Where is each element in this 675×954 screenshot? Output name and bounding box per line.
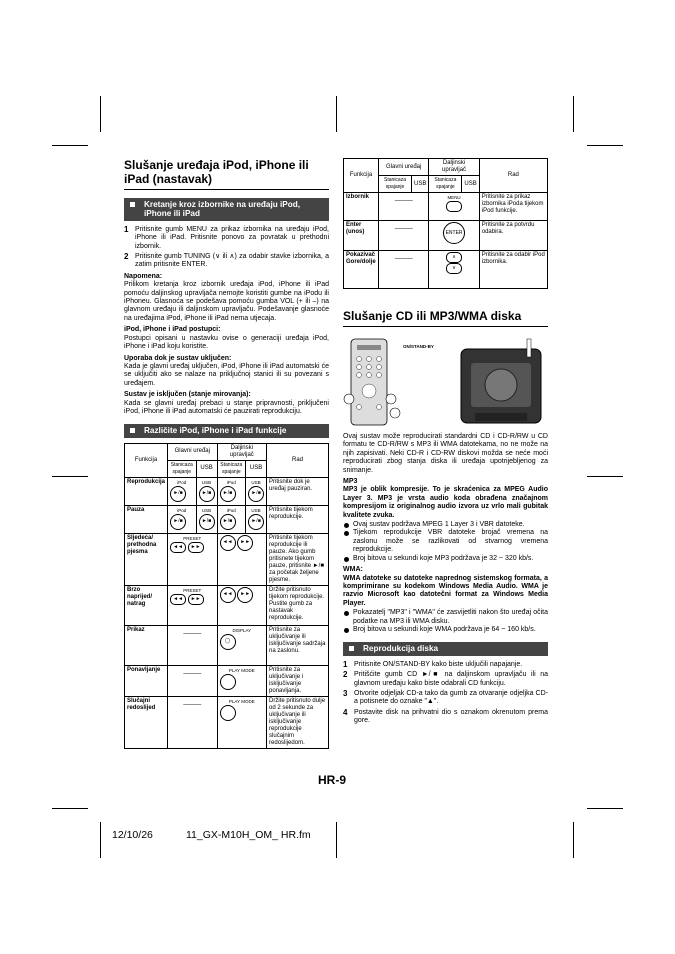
th-main: Glavni uređaj <box>168 443 218 460</box>
crop-mark <box>587 808 623 809</box>
th-usb: USB <box>412 176 429 193</box>
cd-intro: Ovaj sustav može reproducirati standardni CD i CD-R/RW u CD formatu te CD-R/RW s MP3 ili WMA datotekama, no ne može na njih zapisivati. Neki CD-R i CD-RW diskovi možda se neće moći reproducirati zbog stanja diska ili uređaja upotrijebljenog za snimanje. <box>343 433 548 474</box>
function-name: Enter (unos) <box>344 221 379 251</box>
list-item: Broj bitova u sekundi koje WMA podržava je 64 ~ 160 kb/s. <box>343 626 548 634</box>
step-number: 2 <box>124 252 129 262</box>
function-name: Slučajni redoslijed <box>125 696 168 748</box>
step-1 <box>343 661 548 669</box>
section-label: Reprodukcija diska <box>363 644 439 654</box>
menu-button-icon <box>446 201 462 212</box>
step-text: Otvorite odjeljak CD-a tako da gumb za otvaranje odjeljka CD-a potisnete do oznake "▲". <box>354 689 548 706</box>
th-dock: Stanicaza spajanje <box>429 176 462 193</box>
dash: ——— <box>394 256 413 262</box>
left-title: Slušanje uređaja iPod, iPhone ili iPad (nastavak) <box>124 158 329 190</box>
note-heading: Napomena: <box>124 272 163 280</box>
ipod-label: iPod <box>226 507 236 513</box>
function-desc: Držite pritisnuto tijekom reprodukcije. Pustite gumb za nastavak reprodukcije. <box>267 585 329 625</box>
play-pause-icon: ►/■ <box>220 486 236 502</box>
list-item: Ovaj sustav podržava MPEG 1 Layer 3 i VBR datoteke. <box>343 521 548 529</box>
skip-forward-icon: ►► <box>237 535 253 551</box>
preset-label: PRESET <box>183 587 202 593</box>
play-pause-icon: ►/■ <box>248 486 264 502</box>
table-row <box>125 533 329 585</box>
functions-table-continued <box>343 158 548 289</box>
crop-mark <box>52 808 88 809</box>
th-remote: Daljinski upravljač <box>217 443 267 460</box>
play-pause-icon: ►/■ <box>220 514 236 530</box>
crop-mark <box>336 822 337 858</box>
usb-label: USB <box>251 479 261 485</box>
function-desc: Pritisnite za potvrdu odabira. <box>479 221 547 251</box>
wma-list <box>343 609 548 634</box>
step-number: 3 <box>343 688 348 698</box>
section-disc-playback-heading <box>343 642 548 655</box>
preset-label: PRESET <box>183 535 202 541</box>
play-mode-label: PLAY MODE <box>228 698 255 704</box>
mp3-list <box>343 521 548 563</box>
th-function: Funkcija <box>125 443 168 477</box>
step-text: Pritišćite gumb CD ►/■ na daljinskom upravljaču ili na glavnom uređaju kako biste odabrali CD funkciju. <box>354 671 548 687</box>
system-on-heading: Uporaba dok je sustav uključen: <box>124 354 232 362</box>
crop-mark <box>52 145 88 146</box>
usb-label: USB <box>251 507 261 513</box>
play-pause-icon: ►/■ <box>248 514 264 530</box>
function-desc: Pritisnite tijekom reprodukcije ili pauze. Ako gumb pritisnete tijekom pauze, pritisnite ►/■ za početak željene pjesme. <box>267 533 329 585</box>
step-1 <box>124 226 329 251</box>
step-2 <box>124 253 329 270</box>
crop-mark <box>587 476 623 477</box>
page-number: HR-9 <box>318 773 347 787</box>
function-name: Prikaz <box>125 625 168 665</box>
table-row <box>344 193 548 221</box>
rewind-icon: ◄◄ <box>170 594 186 605</box>
fast-forward-icon: ►► <box>237 587 253 603</box>
display-label: DISPLAY <box>232 627 252 633</box>
procedures-heading: iPod, iPhone i iPad postupci: <box>124 326 221 334</box>
step-number: 2 <box>343 670 348 680</box>
wma-heading: WMA: <box>343 566 363 574</box>
function-name: Pauza <box>125 505 168 533</box>
cursor-down-icon: ∨ <box>446 263 462 274</box>
footer-filename: 11_GX-M10H_OM_ HR.fm <box>186 829 311 841</box>
table-row <box>125 665 329 696</box>
table-row <box>125 696 329 748</box>
step-text: Pritisnite ON/STAND-BY kako biste uključili napajanje. <box>354 660 523 668</box>
th-remote: Daljinski upravljač <box>429 159 479 176</box>
function-desc: Pritisnite tijekom reprodukcije. <box>267 505 329 533</box>
device-illustration <box>343 335 548 427</box>
ipod-label: iPod <box>226 479 236 485</box>
dash: ——— <box>183 630 202 637</box>
function-desc: Pritisnite za uključivanje i isključivanje ponavljanja. <box>267 665 329 696</box>
th-main: Glavni uređaj <box>379 159 429 176</box>
skip-back-icon: ◄◄ <box>170 542 186 553</box>
enter-button-icon: ENTER <box>443 222 465 244</box>
fast-forward-icon: ►► <box>188 594 204 605</box>
function-desc: Pritisnite za uključivanje ili isključivanje sadržaja na zaslonu. <box>267 625 329 665</box>
wma-description: WMA datoteke su datoteke naprednog sistemskog formata, a komprimirane su kodekom Windows Media Audio. WMA je razvio Microsoft kao datotečni format za Windows Media Player. <box>343 574 548 607</box>
crop-mark <box>52 476 88 477</box>
step-number: 1 <box>124 224 129 234</box>
play-mode-label: PLAY MODE <box>228 667 255 673</box>
section-label: Različite iPod, iPhone i iPad funkcije <box>144 426 287 436</box>
th-dock: Stanicaza spajanje <box>379 176 412 193</box>
crop-mark <box>573 822 574 858</box>
th-dock: Stanicaza spajanje <box>217 460 246 477</box>
step-text: Postavite disk na prihvatni dio s oznakom okrenutom prema gore. <box>354 708 548 725</box>
cursor-up-icon: ∧ <box>446 252 462 263</box>
crop-mark <box>336 96 337 132</box>
ipod-label: iPod <box>177 507 187 513</box>
procedures-text: Postupci opisani u nastavku ovise o generaciji uređaja iPod, iPhone i iPad koju koristite. <box>124 334 329 351</box>
step-text: Pritisnite gumb TUNING (∨ ili ∧) za odabir stavke izbornika, a zatim pritisnite ENTER. <box>135 253 329 269</box>
list-item: Broj bitova u sekundi koje MP3 podržava je 32 ~ 320 kb/s. <box>343 555 548 563</box>
footer-date: 12/10/26 <box>112 829 153 841</box>
standby-heading: Sustav je isključen (stanje mirovanja): <box>124 391 251 399</box>
th-function: Funkcija <box>344 159 379 193</box>
dash: ——— <box>394 226 413 232</box>
usb-label: USB <box>201 507 212 513</box>
function-desc: Pritisnite za prikaz izbornika iPoda tijekom iPod funkcije. <box>479 193 547 221</box>
system-on-text: Kada je glavni uređaj uključen, iPod, iPhone ili iPad automatski će se uključiti ako se nalaze na priključnoj stanici ili su povezani s uređajem. <box>124 362 329 387</box>
dash: ——— <box>183 670 202 677</box>
play-mode-icon <box>220 674 236 690</box>
th-usb: USB <box>462 176 479 193</box>
table-row <box>344 221 548 251</box>
function-desc: Držite pritisnuto dulje od 2 sekunde za uključivanje ili isključivanje reprodukcije slučajnim redoslijedom. <box>267 696 329 748</box>
on-standby-label: ON/STAND-BY <box>403 344 434 349</box>
th-usb: USB <box>246 460 267 477</box>
function-desc: Pritisnite za odabir iPod izbornika. <box>479 251 547 289</box>
dash: ——— <box>183 701 202 708</box>
play-pause-icon: ►/■ <box>199 514 215 530</box>
table-row <box>125 477 329 505</box>
right-column <box>343 158 548 728</box>
function-name: Pokazivač Gore/dolje <box>344 251 379 289</box>
mp3-description: MP3 je oblik kompresije. To je skraćenica za MPEG Audio Layer 3. MP3 je vrsta audio koda obrađena značajnom kompresijom iz originalnog audio izvora uz vrlo mali gubitak kvalitete zvuka. <box>343 486 548 519</box>
function-name: Izbornik <box>344 193 379 221</box>
play-mode-icon <box>220 705 236 721</box>
function-name: Ponavljanje <box>125 665 168 696</box>
th-usb: USB <box>196 460 217 477</box>
remote-and-unit-drawing <box>343 335 548 427</box>
section-ipod-menu-heading <box>124 198 329 221</box>
step-number: 4 <box>343 707 348 717</box>
list-item: Tijekom reprodukcije VBR datoteke brojač vremena na zaslonu može se razlikovati od stvarnog vremena reprodukcije. <box>343 529 548 554</box>
crop-mark <box>587 145 623 146</box>
ipod-label: iPod <box>177 479 187 485</box>
mp3-heading: MP3 <box>343 478 358 486</box>
list-item: Pokazatelj "MP3" i "WMA" će zasvijetliti nakon što uređaj očita podatke na MP3 ili WMA disku. <box>343 609 548 626</box>
play-pause-icon: ►/■ <box>170 514 186 530</box>
step-text: Pritisnite gumb MENU za prikaz izbornika na uređaju iPod, iPhone ili iPad. Pritisnite ponovo za povratak u prethodni izbornik. <box>135 225 329 250</box>
th-dock: Stanicaza spajanje <box>168 460 197 477</box>
note-text: Prilikom kretanja kroz izbornik uređaja iPod, iPhone ili iPad pomoću daljinskog upravljača nemojte koristiti gumbe na iPodu ili iPhoneu. Glasnoća se podešava pomoću gumba VOL (+ ili –) na glavnom uređaju ili daljinskom upravljaču. Podešavanje glasnoće na uređajima iPod, iPhone ili iPad nema utjecaja. <box>124 281 329 322</box>
play-pause-icon: ►/■ <box>199 486 215 502</box>
left-column <box>124 158 329 749</box>
table-row <box>125 585 329 625</box>
table-row <box>125 505 329 533</box>
th-desc: Rad <box>479 159 547 193</box>
th-desc: Rad <box>267 443 329 477</box>
skip-forward-icon: ►► <box>188 542 204 553</box>
play-pause-icon: ►/■ <box>170 486 186 502</box>
table-row <box>344 251 548 289</box>
section-label: Kretanje kroz izbornike na uređaju iPod, iPhone ili iPad <box>144 200 301 219</box>
crop-mark <box>100 96 101 132</box>
step-2 <box>343 671 548 688</box>
dash: ——— <box>394 198 413 204</box>
step-3 <box>343 690 548 707</box>
step-4 <box>343 709 548 726</box>
display-icon: ◯ <box>220 634 236 650</box>
function-name: Reprodukcija <box>125 477 168 505</box>
usb-label: USB <box>201 479 212 485</box>
right-title: Slušanje CD ili MP3/WMA diska <box>343 309 548 327</box>
skip-back-icon: ◄◄ <box>220 535 236 551</box>
function-name: Brzo naprijed/ natrag <box>125 585 168 625</box>
standby-text: Kada se glavni uređaj prebaci u stanje pripravnosti, priključeni iPod, iPhone ili iPad automatski će pauzirati reprodukciju. <box>124 399 329 415</box>
menu-label: MENU <box>447 195 461 200</box>
functions-table <box>124 443 329 749</box>
function-desc: Pritisnite dok je uređaj pauziran. <box>267 477 329 505</box>
section-functions-heading <box>124 424 329 437</box>
function-name: Sljedeća/ prethodna pjesma <box>125 533 168 585</box>
table-row <box>125 625 329 665</box>
rewind-icon: ◄◄ <box>220 587 236 603</box>
crop-mark <box>100 822 101 858</box>
crop-mark <box>573 96 574 132</box>
step-number: 1 <box>343 659 348 669</box>
